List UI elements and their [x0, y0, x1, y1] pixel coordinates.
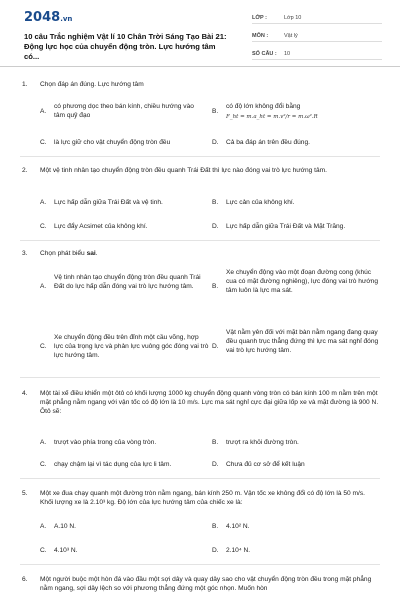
option-label: B. [212, 523, 219, 530]
question-text: Một tài xế điều khiển một ôtô có khối lượng 1000 kg chuyển động quanh vòng tròn có bán kính 100 m nằm trên một mặt phẳng nằm ngang với vận tốc có độ lớn là 10 m/s. Lực ma sát nghỉ cực đại giữa lốp xe và mặt đường là 900 N. Ôtô sẽ: [40, 390, 379, 415]
logo-main: 2048 [24, 10, 61, 25]
meta-class [252, 10, 382, 24]
question-text: Một người buộc một hòn đá vào đầu một sợi dây và quay dây sao cho vật chuyển động tròn đều trong mặt phẳng nằm ngang, sợi dây lệch so với phương thẳng đứng một góc nhọn. Muốn hòn [40, 576, 372, 592]
question-number: 2. [22, 167, 28, 174]
option-text: là lực giữ cho vật chuyển động tròn đều [54, 139, 171, 146]
option-text: 4.10² N. [226, 523, 250, 530]
option-label: C. [40, 139, 47, 146]
meta-value: Lớp 10 [284, 15, 302, 21]
option-text: Vệ tinh nhân tạo chuyển động tròn đều quanh Trái Đất do lực hấp dẫn đóng vai trò lực hướng tâm. [54, 274, 201, 290]
option-label: D. [212, 343, 219, 350]
question-text: Chọn đáp án đúng. Lực hướng tâm [40, 81, 144, 88]
meta-count [252, 46, 382, 60]
option-formula: F_ht = m.a_ht = m.v²/r = m.ω².R [226, 114, 318, 120]
option-text: có độ lớn không đổi bằng [226, 103, 301, 110]
question-number: 6. [22, 576, 28, 583]
option-text: Cả ba đáp án trên đều đúng. [226, 139, 310, 146]
page-header [0, 0, 400, 67]
question-text-post: . [95, 250, 98, 257]
option-label: D. [212, 139, 219, 146]
question-number: 5. [22, 490, 28, 497]
option-text: Xe chuyển động vào một đoạn đường cong (khúc cua có mặt đường nghiêng), lực đóng vai trò hướng tâm luôn là lực ma sát. [226, 269, 379, 294]
option-text: Lực đẩy Acsimet của không khí. [54, 223, 148, 230]
option-text: có phương dọc theo bán kính, chiều hướng vào tâm quỹ đạo [54, 103, 194, 119]
divider [20, 564, 380, 565]
question-text: Một vệ tinh nhân tạo chuyển động tròn đều quanh Trái Đất thì lực nào đóng vai trò lực hướng tâm. [40, 167, 327, 174]
option-label: C. [40, 343, 47, 350]
option-text: trượt ra khỏi đường tròn. [226, 439, 299, 446]
meta-key: LỚP : [252, 15, 267, 21]
option-label: A. [40, 439, 47, 446]
option-label: B. [212, 283, 219, 290]
question-number: 3. [22, 250, 28, 257]
option-text: 4.10³ N. [54, 547, 78, 554]
option-label: D. [212, 223, 219, 230]
option-label: C. [40, 223, 47, 230]
divider [20, 240, 380, 241]
option-label: C. [40, 461, 47, 468]
logo-suffix: .vn [60, 15, 73, 23]
option-label: A. [40, 283, 47, 290]
option-label: A. [40, 108, 47, 115]
divider [20, 377, 380, 378]
question-number: 4. [22, 390, 28, 397]
option-label: A. [40, 199, 47, 206]
option-label: C. [40, 547, 47, 554]
question-text: Một xe đua chạy quanh một đường tròn nằm ngang, bán kính 250 m. Vận tốc xe không đổi có độ lớn là 50 m/s. Khối lượng xe là 2.10³ kg. Độ lớn của lực hướng tâm của chiếc xe là: [40, 490, 365, 506]
option-label: A. [40, 523, 47, 530]
option-text: Lực hấp dẫn giữa Trái Đất và vệ tinh. [54, 199, 163, 206]
option-text: chạy chậm lại vì tác dụng của lực li tâm. [54, 461, 172, 468]
meta-subject [252, 28, 382, 42]
option-text: 2.10⁴ N. [226, 547, 251, 554]
meta-value: 10 [284, 51, 291, 57]
option-text: Lực cản của không khí. [226, 199, 295, 206]
option-label: B. [212, 108, 219, 115]
option-text: Lực hấp dẫn giữa Trái Đất và Mặt Trăng. [226, 223, 346, 230]
question-text-emphasis: sai [86, 250, 96, 257]
meta-key: SỐ CÂU : [252, 51, 277, 57]
question-number: 1. [22, 81, 28, 88]
option-text: Vật nằm yên đối với mặt bàn nằm ngang đang quay đều quanh trục thẳng đứng thì lực ma sát nghỉ đóng vai trò lực hướng tâm. [226, 329, 379, 354]
option-label: B. [212, 439, 219, 446]
divider [20, 478, 380, 479]
option-label: B. [212, 199, 219, 206]
quiz-title: 10 câu Trắc nghiệm Vật lí 10 Chân Trời Sáng Tạo Bài 21: Động lực học của chuyển động tròn. Lực hướng tâm có... [24, 32, 227, 61]
question-text-pre: Chọn phát biểu [40, 250, 87, 257]
option-text: A.10 N. [54, 523, 76, 530]
option-text: Chưa đủ cơ sở để kết luận [226, 461, 305, 468]
option-text: Xe chuyển động đều trên đỉnh một cầu võng, hợp lực của trọng lực và phản lực vuông góc đóng vai trò lực hướng tâm. [54, 334, 209, 359]
divider [20, 156, 380, 157]
option-text: trượt vào phía trong của vòng tròn. [54, 439, 157, 446]
site-logo[interactable] [24, 10, 72, 25]
option-label: D. [212, 461, 219, 468]
question-text [40, 249, 380, 258]
meta-key: MÔN : [252, 33, 269, 39]
option-label: D. [212, 547, 219, 554]
meta-value: Vật lý [284, 33, 298, 39]
quiz-meta [252, 10, 382, 64]
